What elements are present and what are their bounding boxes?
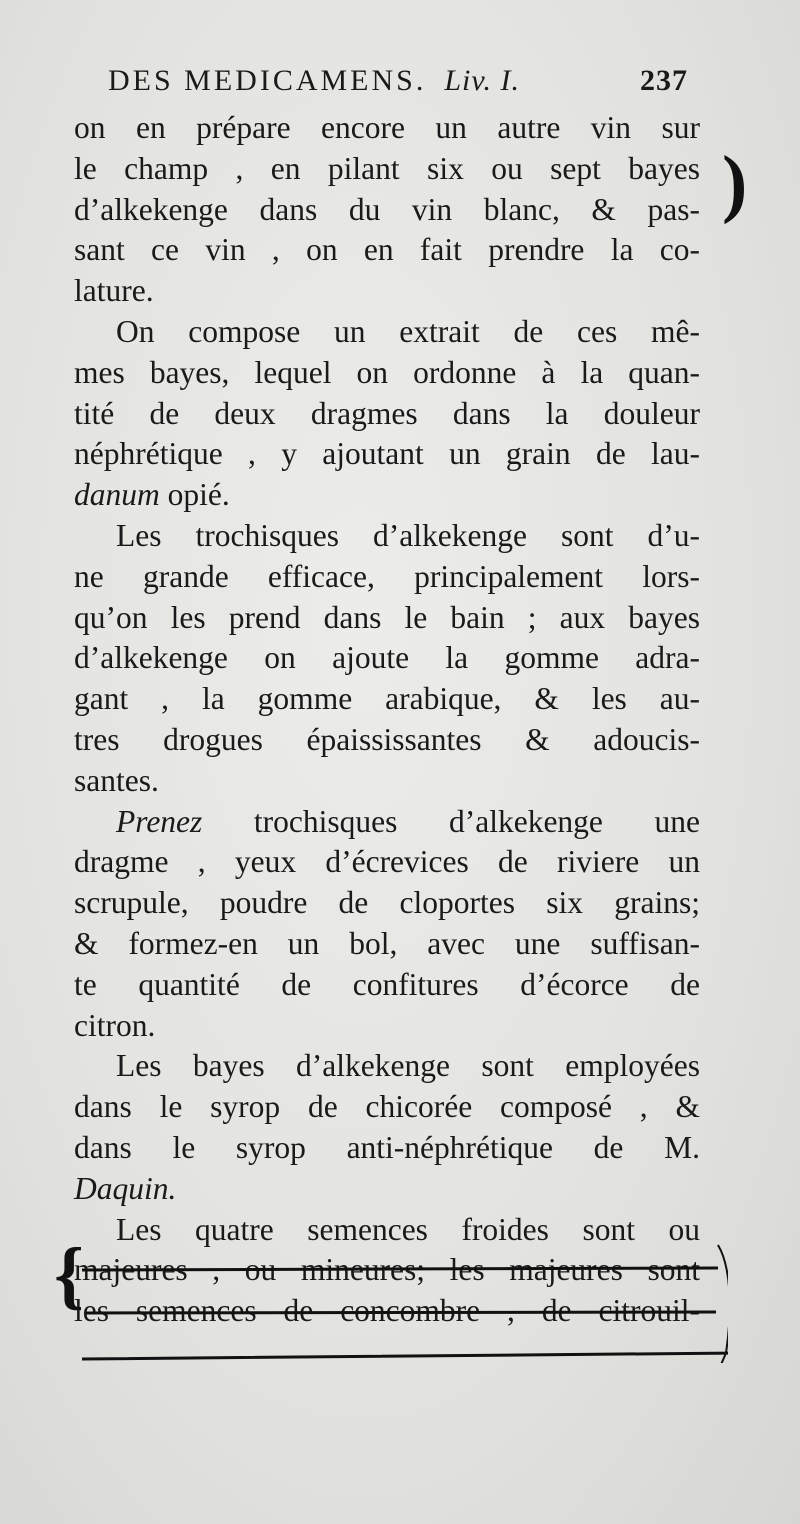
line-text: Les trochisques d’alkekenge sont d’u- — [116, 517, 700, 553]
text-line — [74, 598, 700, 639]
text-line — [74, 1169, 700, 1210]
text-line — [74, 557, 700, 598]
line-text: néphrétique , y ajoutant un grain de lau- — [74, 436, 700, 472]
text-line — [74, 353, 700, 394]
line-text: scrupule, poudre de cloportes six grains; — [74, 885, 700, 921]
line-text: dans le syrop anti-néphrétique de M. — [74, 1129, 700, 1165]
running-title: DES MEDICAMENS. — [108, 64, 427, 97]
line-text: sant ce vin , on en fait prendre la co- — [74, 232, 700, 268]
line-text: d’alkekenge on ajoute la gomme adra- — [74, 640, 700, 676]
line-text: Les quatre semences froides sont ou — [116, 1211, 700, 1247]
text-line — [74, 1210, 700, 1251]
text-line — [74, 679, 700, 720]
page-number: 237 — [640, 64, 688, 97]
line-text: trochisques d’alkekenge une — [253, 803, 701, 839]
text-line — [74, 394, 700, 435]
body-text — [74, 108, 700, 1332]
line-text: tres drogues épaississantes & adoucis- — [74, 721, 700, 757]
text-line — [74, 883, 700, 924]
text-line — [74, 1087, 700, 1128]
text-line — [74, 720, 700, 761]
line-text: majeures , ou mineures; les majeures sont — [74, 1252, 700, 1288]
text-line — [74, 638, 700, 679]
text-line — [74, 475, 700, 516]
line-text: gant , la gomme arabique, & les au- — [74, 681, 700, 717]
margin-brace-left: { — [54, 1233, 84, 1317]
line-text: & formez-en un bol, avec une suffisan- — [74, 925, 700, 961]
text-line — [74, 149, 700, 190]
line-text: santes. — [74, 762, 159, 798]
italic-word: Daquin. — [74, 1170, 177, 1206]
text-line — [74, 434, 700, 475]
text-line — [74, 271, 700, 312]
italic-word: danum — [74, 477, 160, 513]
text-line — [74, 761, 700, 802]
line-text: d’alkekenge dans du vin blanc, & pas- — [74, 191, 700, 227]
text-line — [74, 1250, 700, 1291]
line-text: dans le syrop de chicorée composé , & — [74, 1089, 700, 1125]
line-text: ne grande efficace, principalement lors- — [74, 558, 700, 594]
text-line — [74, 516, 700, 557]
line-text: mes bayes, lequel on ordonne à la quan- — [74, 354, 700, 390]
line-text: les semences de concombre , de citrouil- — [74, 1293, 700, 1329]
running-header — [108, 64, 688, 98]
text-line — [74, 230, 700, 271]
line-text: te quantité de confitures d’écorce de — [74, 966, 700, 1002]
line-text: citron. — [74, 1007, 156, 1043]
line-text: opié. — [167, 477, 230, 513]
text-line — [74, 802, 700, 843]
text-line — [74, 1291, 700, 1332]
text-line — [74, 1046, 700, 1087]
book-number: Liv. I. — [444, 64, 520, 97]
text-line — [74, 190, 700, 231]
line-text: qu’on les prend dans le bain ; aux bayes — [74, 599, 700, 635]
text-line — [74, 1006, 700, 1047]
text-line — [74, 842, 700, 883]
line-text: lature. — [74, 273, 154, 309]
italic-word: Prenez — [116, 803, 203, 839]
line-text: On compose un extrait de ces mê- — [116, 313, 700, 349]
line-text: le champ , en pilant six ou sept bayes — [74, 150, 700, 186]
line-text: Les bayes d’alkekenge sont employées — [116, 1048, 700, 1084]
line-text: tité de deux dragmes dans la douleur — [74, 395, 700, 431]
line-text: dragme , yeux d’écrevices de riviere un — [74, 844, 700, 880]
line-text: on en prépare encore un autre vin sur — [74, 110, 700, 145]
text-line — [74, 965, 700, 1006]
text-line — [74, 1128, 700, 1169]
text-line — [74, 312, 700, 353]
margin-brace-right: ) — [722, 141, 748, 225]
text-line — [74, 924, 700, 965]
text-line — [74, 108, 700, 149]
